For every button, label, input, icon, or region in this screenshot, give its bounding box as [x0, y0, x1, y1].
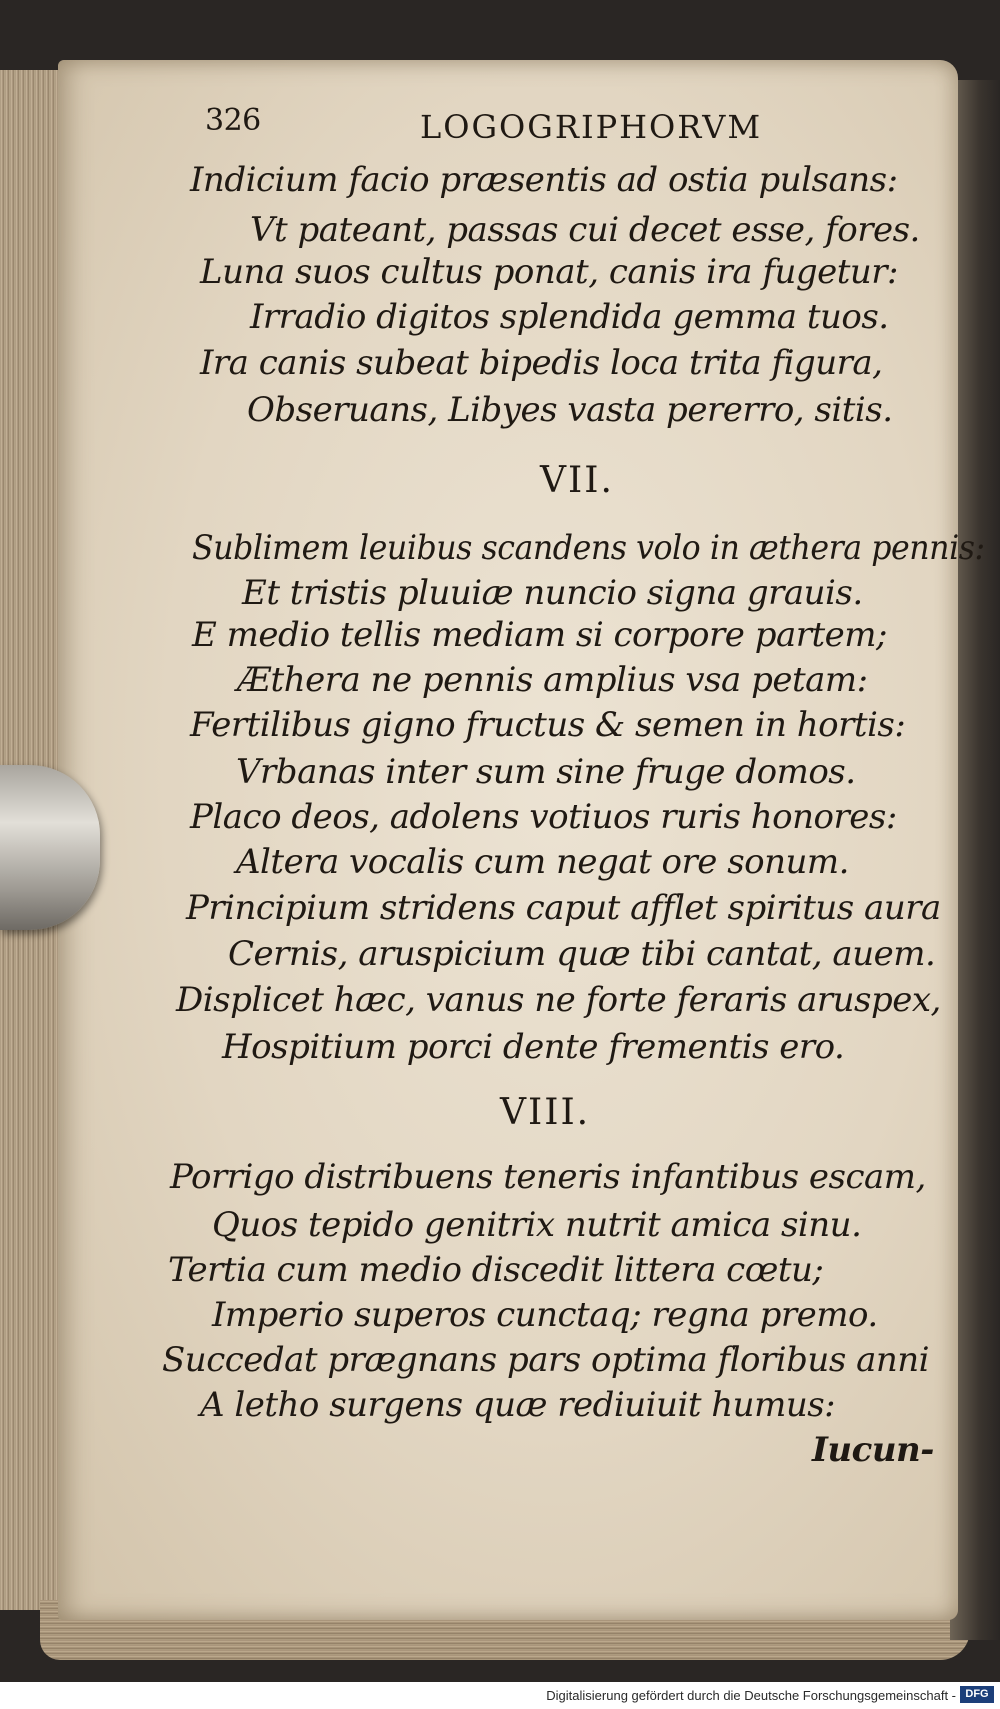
dfg-logo-icon: DFG [960, 1686, 994, 1703]
section-heading: VII. [540, 460, 614, 501]
running-title: LOGOGRIPHORVM [420, 108, 763, 146]
verse-line: Altera vocalis cum negat ore sonum. [236, 842, 849, 882]
verse-line: Vrbanas inter sum sine fruge domos. [236, 752, 856, 792]
verse-line: Placo deos, adolens votiuos ruris honores: [190, 797, 897, 837]
footer-bar [0, 1682, 1000, 1709]
verse-line: Et tristis pluuiæ nuncio signa grauis. [242, 573, 863, 613]
catchword: Iucun- [812, 1430, 934, 1470]
verse-line: Obseruans, Libyes vasta pererro, sitis. [247, 390, 893, 430]
verse-line: E medio tellis mediam si corpore partem; [192, 615, 887, 655]
verse-line: Quos tepido genitrix nutrit amica sinu. [212, 1205, 862, 1245]
verse-line: Indicium facio præsentis ad ostia pulsans: [190, 160, 898, 200]
page-number: 326 [205, 103, 261, 138]
verse-line: Displicet hæc, vanus ne forte feraris aruspex, [176, 980, 941, 1020]
section-heading: VIII. [500, 1092, 591, 1133]
verse-line: Cernis, aruspicium quæ tibi cantat, auem. [228, 934, 936, 974]
verse-line: Porrigo distribuens teneris infantibus escam, [170, 1157, 926, 1197]
verse-line: Sublimem leuibus scandens volo in æthera pennis: [192, 528, 985, 568]
verse-line: Succedat prægnans pars optima floribus anni [162, 1340, 930, 1380]
verse-line: A letho surgens quæ rediuiuit humus: [200, 1385, 836, 1425]
verse-line: Principium stridens caput afflet spiritus aura [186, 888, 941, 928]
verse-line: Vt pateant, passas cui decet esse, fores. [250, 210, 920, 250]
verse-line: Hospitium porci dente frementis ero. [222, 1027, 845, 1067]
verse-line: Irradio digitos splendida gemma tuos. [250, 297, 889, 337]
verse-line: Luna suos cultus ponat, canis ira fugetur: [200, 252, 899, 292]
verse-line: Æthera ne pennis amplius vsa petam: [237, 660, 868, 700]
verse-line: Imperio superos cunctaq; regna premo. [212, 1295, 878, 1335]
verse-line: Tertia cum medio discedit littera cœtu; [168, 1250, 824, 1290]
verse-line: Ira canis subeat bipedis loca trita figura, [200, 343, 883, 383]
footer-credit: Digitalisierung gefördert durch die Deutsche Forschungsgemeinschaft - [546, 1688, 956, 1703]
verse-line: Fertilibus gigno fructus & semen in hortis: [190, 705, 906, 745]
